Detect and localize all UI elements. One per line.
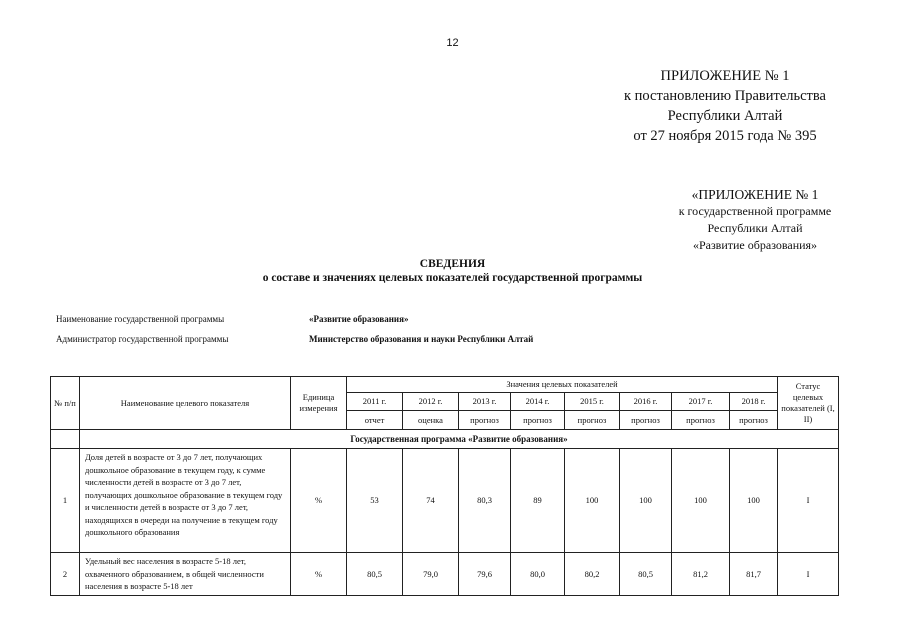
header-kind: прогноз [620,411,672,430]
header-kind: прогноз [730,411,778,430]
section-empty-cell [51,430,80,449]
header-kind: отчет [347,411,403,430]
row-status: I [778,553,839,596]
header-year: 2015 г. [565,393,620,411]
header-num: № п/п [51,377,80,430]
program-admin-label: Администратор государственной программы [56,334,229,344]
row-value: 79,0 [403,553,459,596]
appendix-govt-line4: от 27 ноября 2015 года № 395 [633,128,817,144]
appendix-program-line2: к государственной программе [678,204,832,218]
header-kind: прогноз [672,411,730,430]
row-value: 100 [565,449,620,553]
row-value: 89 [511,449,565,553]
document-title [0,257,905,285]
header-indicator: Наименование целевого показателя [80,377,291,430]
header-year: 2018 г. [730,393,778,411]
header-kind: прогноз [565,411,620,430]
row-num: 1 [51,449,80,553]
row-value: 81,7 [730,553,778,596]
row-num: 2 [51,553,80,596]
row-value: 100 [672,449,730,553]
appendix-govt-line1: ПРИЛОЖЕНИЕ № 1 [660,68,790,84]
header-year: 2016 г. [620,393,672,411]
row-indicator-name: Доля детей в возрасте от 3 до 7 лет, получающих дошкольное образование в текущем году, к сумме численности детей в возрасте от 3 до 7 лет, получающих дошкольное образование в текущем году и численности детей в возрасте от 3 до 7 лет, находящихся в очереди на получение в текущем году дошкольного образования [80,449,291,553]
row-value: 100 [730,449,778,553]
appendix-program-line3: Республики Алтай [707,221,803,235]
program-name-value: «Развитие образования» [309,314,409,324]
row-value: 80,5 [347,553,403,596]
row-value: 81,2 [672,553,730,596]
document-title-main: СВЕДЕНИЯ [419,258,486,270]
row-unit: % [291,553,347,596]
header-year: 2014 г. [511,393,565,411]
appendix-govt-line2: к постановлению Правительства [624,88,826,104]
appendix-govt-resolution [560,66,890,146]
header-unit: Единица измерения [291,377,347,430]
document-title-sub: о составе и значениях целевых показателей государственной программы [262,272,643,284]
table-row [51,553,839,596]
appendix-program-line1: «ПРИЛОЖЕНИЕ № 1 [691,187,819,202]
row-value: 79,6 [459,553,511,596]
row-value: 80,5 [620,553,672,596]
header-year: 2013 г. [459,393,511,411]
header-kind: прогноз [459,411,511,430]
row-indicator-name: Удельный вес населения в возрасте 5-18 лет, охваченного образованием, в общей численности населения в возрасте 5-18 лет [80,553,291,596]
appendix-program [620,186,890,254]
row-value: 80,3 [459,449,511,553]
header-year: 2017 г. [672,393,730,411]
row-value: 100 [620,449,672,553]
indicators-table [50,376,839,596]
section-heading: Государственная программа «Развитие образования» [80,430,839,449]
row-value: 80,0 [511,553,565,596]
appendix-program-line4: «Развитие образования» [692,238,818,252]
appendix-govt-line3: Республики Алтай [667,108,783,124]
page-number: 12 [446,37,459,49]
row-value: 74 [403,449,459,553]
row-value: 80,2 [565,553,620,596]
program-name-label: Наименование государственной программы [56,314,225,324]
header-values: Значения целевых показателей [347,377,778,393]
row-unit: % [291,449,347,553]
header-kind: оценка [403,411,459,430]
header-year: 2011 г. [347,393,403,411]
header-status: Статус целевых показателей (I, II) [778,377,839,430]
header-year: 2012 г. [403,393,459,411]
row-status: I [778,449,839,553]
table-row [51,449,839,553]
header-kind: прогноз [511,411,565,430]
program-admin-value: Министерство образования и науки Республики Алтай [309,334,534,344]
row-value: 53 [347,449,403,553]
